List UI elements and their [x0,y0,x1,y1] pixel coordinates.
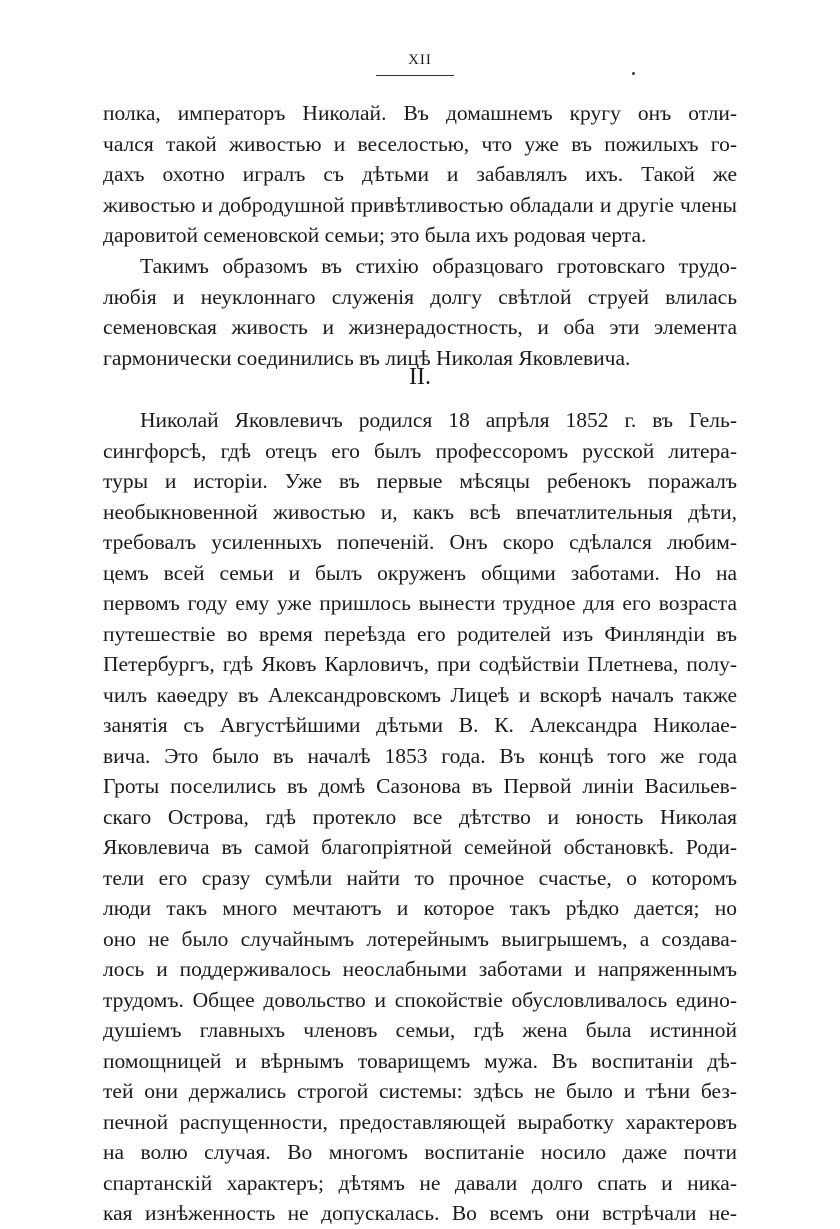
text-line: люди такъ много мечтаютъ и которое такъ рѣдко дается; но [103,896,737,920]
text-line: на волю случая. Во многомъ воспитаніе носило даже почти [103,1140,737,1164]
text-line: Николай Яковлевичъ родился 18 апрѣля 1852 г. въ Гель- [140,408,737,432]
text-line: живостью и добродушной привѣтливостью обладали и другіе члены [103,192,737,217]
text-line: оно не было случайнымъ лотерейнымъ выигрышемъ, а создава- [103,926,737,951]
text-line: туры и исторіи. Уже въ первые мѣсяцы ребенокъ поражалъ [103,469,737,493]
section-heading: II. [409,364,431,390]
text-line: цемъ всей семьи и былъ окруженъ общими заботами. Но на [103,560,737,585]
text-line: любія и неуклоннаго служенія долгу свѣтлой струей влилась [103,284,737,309]
paragraph-3 [103,405,737,1229]
header-rule [376,75,454,76]
text-line: путешествіе во время переѣзда его родителей изъ Финляндіи въ [103,621,737,646]
text-line: дахъ охотно игралъ съ дѣтьми и забавлялъ ихъ. Такой же [103,162,737,186]
paragraph-1 [103,98,737,251]
text-line: сингфорсѣ, гдѣ отецъ его былъ профессоромъ русской литера- [103,438,737,463]
text-line: лось и поддерживалось неослабными заботами и напряженнымъ [103,957,737,981]
text-line: трудомъ. Общее довольство и спокойствіе обусловливалось едино- [103,987,737,1012]
text-line: необыкновенной живостью и, какъ всѣ впечатлительныя дѣти, [103,499,737,524]
text-line: Гроты поселились въ домѣ Сазонова въ Первой линіи Васильев- [103,774,737,798]
text-line: гармонически соединились въ лицѣ Николая Яковлевича. [103,345,631,370]
text-line: полка, императоръ Николай. Въ домашнемъ кругу онъ отли- [103,101,737,125]
text-line: требовалъ усиленныхъ попеченій. Онъ скоро сдѣлался любим- [103,530,737,554]
page-number: XII [408,52,432,68]
header-dot [632,72,635,75]
text-line: кая изнѣженность не допускалась. Во всемъ они встрѣчали не- [103,1201,737,1225]
text-line: спартанскій характеръ; дѣтямъ не давали долго спать и ника- [103,1170,737,1195]
text-line: первомъ году ему уже пришлось вынести трудное для его возраста [103,591,737,615]
text-line: душіемъ главныхъ членовъ семьи, гдѣ жена была истинной [103,1018,737,1042]
text-line: тей они держались строгой системы: здѣсь не было и тѣни без- [103,1079,737,1103]
text-line: занятія съ Августѣйшими дѣтьми В. К. Александра Николае- [103,713,737,737]
text-line: скаго Острова, гдѣ протекло все дѣтство и юность Николая [103,804,737,829]
text-line: чался такой живостью и веселостью, что уже въ пожилыхъ го- [103,131,737,156]
text-line: чилъ каѳедру въ Александровскомъ Лицеѣ и вскорѣ началъ также [103,682,737,707]
text-line: тели его сразу сумѣли найти то прочное счастье, о которомъ [103,865,737,890]
text-line: помощницей и вѣрнымъ товарищемъ мужа. Въ воспитаніи дѣ- [103,1048,737,1073]
text-line: вича. Это было въ началѣ 1853 года. Въ концѣ того же года [103,743,737,768]
text-line: печной распущенности, предоставляющей выработку характеровъ [103,1109,737,1134]
text-line: даровитой семеновской семьи; это была ихъ родовая черта. [103,223,647,247]
text-line: Такимъ образомъ въ стихію образцоваго гротовскаго трудо- [140,254,737,278]
paragraph-2 [103,251,737,373]
text-line: Яковлевича въ самой благопріятной семейной обстановкѣ. Роди- [103,835,737,859]
text-line: семеновская живость и жизнерадостность, и оба эти элемента [103,315,737,339]
text-line: Петербургъ, гдѣ Яковъ Карловичъ, при содѣйствіи Плетнева, полу- [103,652,737,676]
